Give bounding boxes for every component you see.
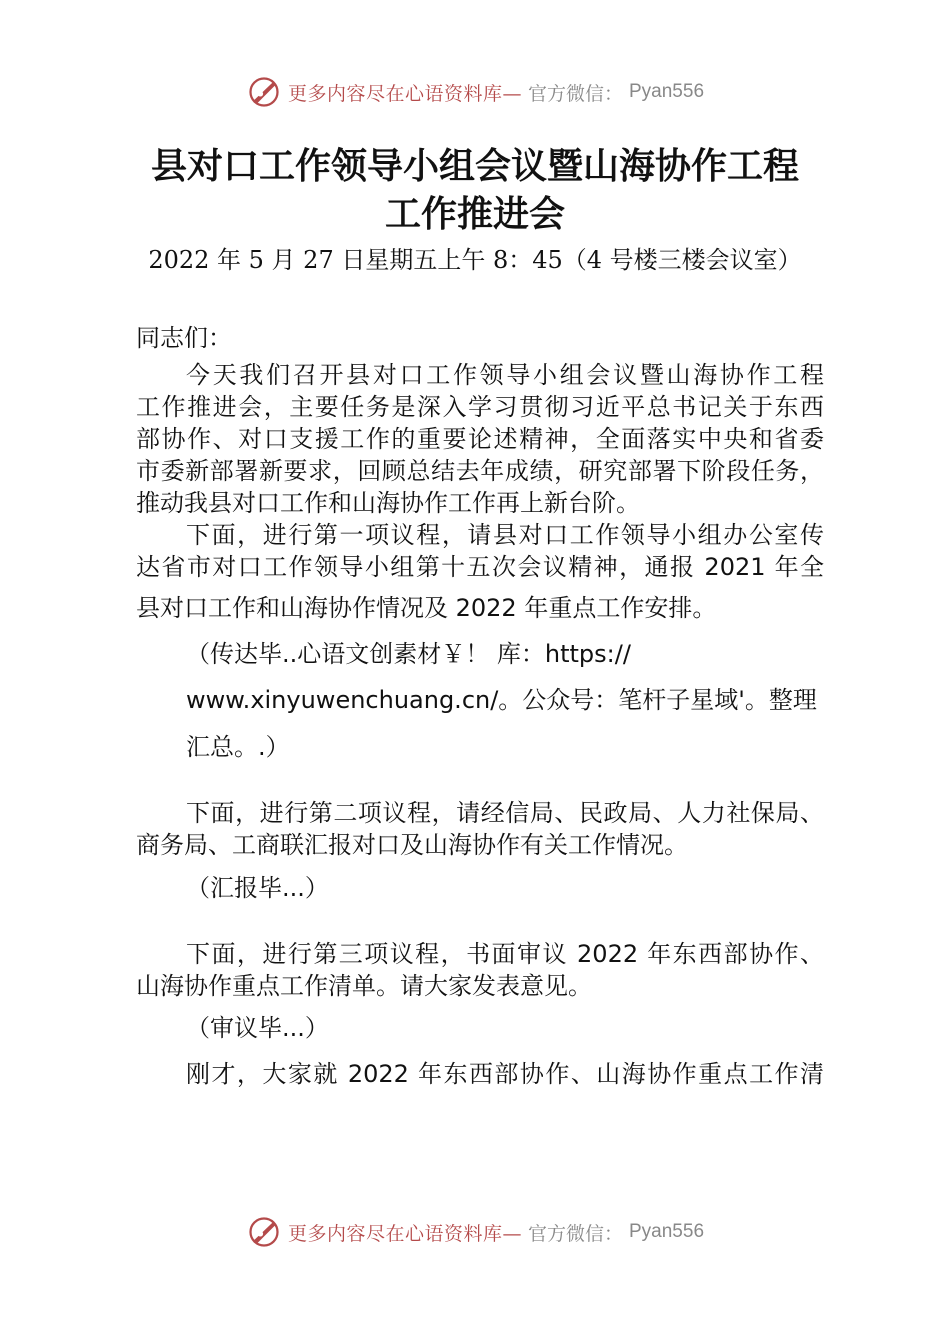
para4-line: 下面，进行第三项议程，书面审议 2022 年东西部协作、 xyxy=(186,940,824,968)
para3-line: 下面，进行第二项议程，请经信局、民政局、人力社保局、 xyxy=(186,799,824,827)
para1-line: 部协作、对口支援工作的重要论述精神，全面落实中央和省委 xyxy=(136,425,824,453)
para1-line: 工作推进会，主要任务是深入学习贯彻习近平总书记关于东西 xyxy=(136,393,824,421)
banner-wechat-id: Pyan556 xyxy=(629,1221,705,1242)
banner-wechat-label: 官方微信： xyxy=(527,1222,623,1245)
para2-line: 县对口工作和山海协作情况及 2022 年重点工作安排。 xyxy=(136,594,717,622)
logo-icon xyxy=(246,74,282,110)
doc-meta: 2022 年 5 月 27 日星期五上午 8：45（4 号楼三楼会议室） xyxy=(148,246,802,274)
para1-line: 今天我们召开县对口工作领导小组会议暨山海协作工程 xyxy=(186,361,824,389)
para4-line: 山海协作重点工作清单。请大家发表意见。 xyxy=(136,972,592,1000)
doc-title-line1: 县对口工作领导小组会议暨山海协作工程 xyxy=(150,145,799,187)
para2-line: 达省市对口工作领导小组第十五次会议精神，通报 2021 年全 xyxy=(136,553,824,581)
para1-line: 市委新部署新要求，回顾总结去年成绩，研究部署下阶段任务， xyxy=(136,457,824,485)
note3: （审议毕...） xyxy=(186,1014,329,1042)
logo-icon xyxy=(246,1214,282,1250)
header-banner xyxy=(0,72,950,112)
note1-line: 汇总。.） xyxy=(186,733,290,761)
banner-text: 更多内容尽在心语资料库— xyxy=(287,82,522,105)
para1-line: 推动我县对口工作和山海协作工作再上新台阶。 xyxy=(136,489,640,517)
footer-banner xyxy=(0,1212,950,1252)
banner-wechat-id: Pyan556 xyxy=(629,81,705,102)
note1-line: （传达毕..心语文创素材￥！ 库：https:// xyxy=(186,640,631,668)
note1-line: www.xinyuwenchuang.cn/。公众号：笔杆子星域'。整理 xyxy=(186,686,817,714)
note2: （汇报毕...） xyxy=(186,874,329,902)
para3-line: 商务局、工商联汇报对口及山海协作有关工作情况。 xyxy=(136,831,688,859)
banner-text: 更多内容尽在心语资料库— xyxy=(287,1222,522,1245)
doc-title-line2: 工作推进会 xyxy=(384,193,565,235)
greeting: 同志们： xyxy=(136,324,232,352)
para2-line: 下面，进行第一项议程，请县对口工作领导小组办公室传 xyxy=(186,521,824,549)
banner-wechat-label: 官方微信： xyxy=(527,82,623,105)
para5-line: 刚才，大家就 2022 年东西部协作、山海协作重点工作清 xyxy=(186,1060,824,1088)
